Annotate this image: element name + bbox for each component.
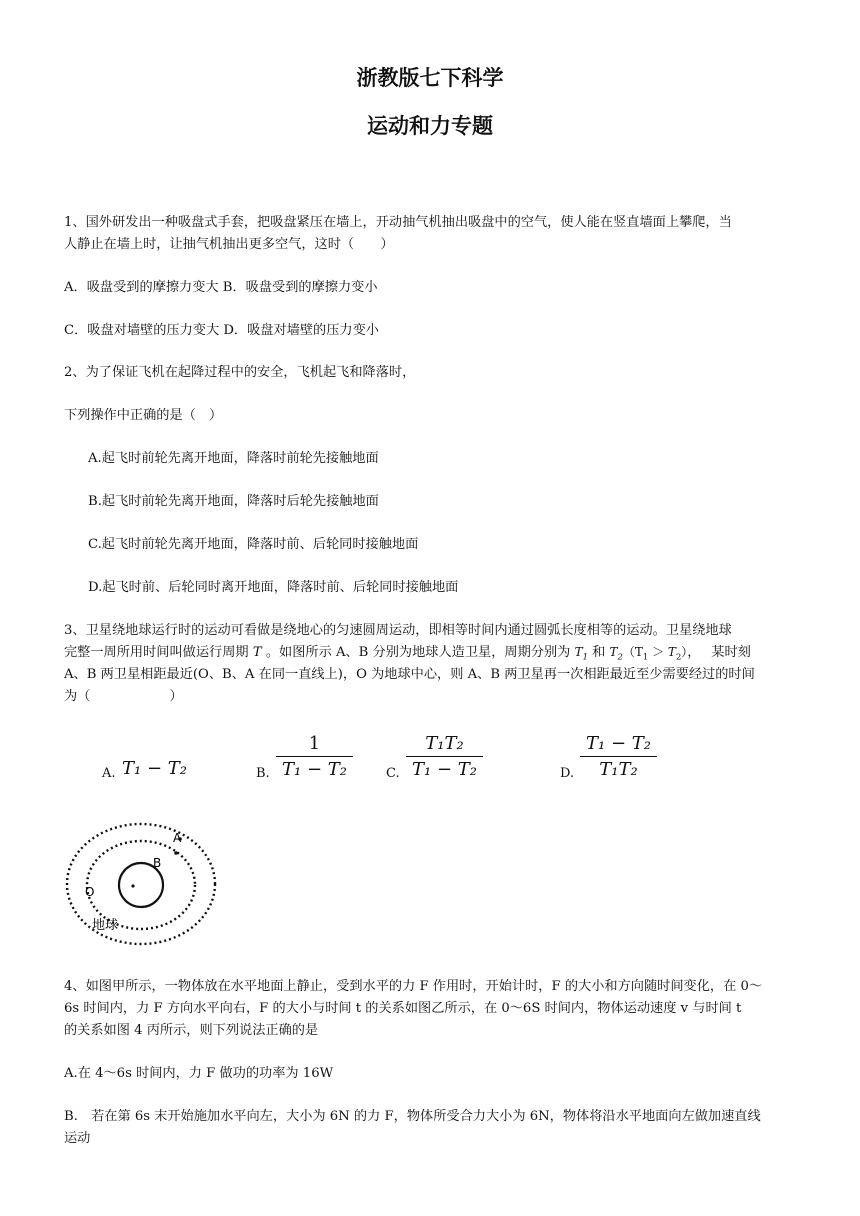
q3-t2: T: [609, 645, 618, 659]
q2-option-c: C.起飞时前轮先离开地面，降落时前、后轮同时接触地面: [88, 537, 419, 552]
q3-option-b-numerator: 1: [308, 733, 321, 754]
satellite-b-label: B: [153, 856, 162, 870]
q3-option-a-label: A.: [102, 766, 116, 781]
q3-option-d-denominator: T₁T₂: [599, 759, 638, 780]
earth-label: 地球: [92, 918, 119, 933]
q3-t1-sub: 1: [582, 651, 588, 662]
q3-option-c-denominator: T₁ − T₂: [412, 759, 477, 780]
q3-option-d-label: D.: [560, 766, 575, 781]
q3-line2: [64, 641, 751, 661]
page-title: 浙教版七下科学: [356, 66, 504, 90]
q2-option-d: D.起飞时前、后轮同时离开地面，降落时前、后轮同时接触地面: [88, 580, 459, 595]
q2-line2: 下列操作中正确的是（ ）: [64, 408, 223, 423]
q3-cond-close: ）: [681, 645, 688, 659]
q2-line1: 2、为了保证飞机在起降过程中的安全，飞机起飞和降落时，: [64, 365, 416, 380]
q3-t1: T: [574, 645, 583, 659]
q3-option-b-label: B.: [256, 766, 270, 781]
orbit-diagram: [58, 814, 218, 952]
q4-option-b-line1: B. 若在第 6s 末开始施加水平向左，大小为 6N 的力 F，物体所受合力大小为 6N，物体将沿水平地面向左做加速直线: [64, 1109, 761, 1124]
q3-cond-t2: T: [667, 645, 676, 659]
q3-line2-a: 完整一周所用时间叫做运行周期: [64, 645, 249, 660]
q2-option-a: A.起飞时前轮先离开地面，降落时前轮先接触地面: [88, 451, 379, 466]
q4-line2: 6s 时间内，力 F 方向水平向右，F 的大小与时间 t 的关系如图乙所示，在 0～6S 时间内，物体运动速度 v 与时间 t: [64, 1001, 742, 1016]
page-subtitle: 运动和力专题: [367, 114, 493, 138]
earth-center-label: O: [85, 885, 95, 899]
q3-option-c-fraction: [406, 733, 483, 780]
q3-cond-sub2: 2: [675, 651, 682, 662]
q1-line1: 1、国外研发出一种吸盘式手套，把吸盘紧压在墙上，开动抽气机抽出吸盘中的空气，使人能在竖直墙面上攀爬，当: [64, 215, 732, 230]
q1-option-cd: C．吸盘对墙壁的压力变大 D．吸盘对墙壁的压力变小: [64, 323, 379, 338]
q3-line2-b: 。如图所示 A、B 分别为地球人造卫星，周期分别为: [265, 645, 571, 660]
q4-line3: 的关系如图 4 丙所示，则下列说法正确的是: [64, 1023, 319, 1038]
q4-line1: 4、如图甲所示，一物体放在水平地面上静止，受到水平的力 F 作用时，开始计时，F 的大小和方向随时间变化，在 0～: [64, 979, 763, 994]
earth-center-dot: [131, 884, 134, 887]
q3-condition: [622, 645, 688, 662]
q4-option-a: A.在 4～6s 时间内，力 F 做功的功率为 16W: [64, 1066, 334, 1081]
q3-line4: 为（ ）: [64, 689, 183, 704]
inner-orbit-b: [87, 841, 195, 929]
q3-t2-sub: 2: [617, 651, 623, 662]
q2-option-b: B.起飞时前轮先离开地面，降落时后轮先接触地面: [88, 494, 379, 509]
satellite-b-dot: [174, 851, 178, 855]
q3-option-b-fraction: [276, 733, 353, 780]
q4-option-b-line2: 运动: [64, 1131, 91, 1146]
satellite-a-label: A: [173, 831, 182, 845]
q3-option-c-numerator: T₁T₂: [425, 733, 464, 754]
q3-option-b-denominator: T₁ − T₂: [282, 759, 347, 780]
q3-option-a-expr: T₁ − T₂: [122, 758, 187, 779]
q3-line2-c: 和: [592, 645, 606, 660]
q3-line3: A、B 两卫星相距最近(O、B、A 在同一直线上)，O 为地球中心，则 A、B 两卫星再一次相距最近至少需要经过的时间: [64, 667, 755, 682]
q1-line2: 人静止在墙上时，让抽气机抽出更多空气，这时（ ）: [64, 237, 394, 252]
q3-line2-d: ， 某时刻: [687, 645, 751, 660]
q1-option-ab: A．吸盘受到的摩擦力变大 B．吸盘受到的摩擦力变小: [64, 280, 378, 295]
q3-option-d-fraction: [580, 733, 657, 780]
q3-option-d-numerator: T₁ − T₂: [586, 733, 651, 754]
q3-line1: 3、卫星绕地球运行时的运动可看做是绕地心的匀速圆周运动，即相等时间内通过圆弧长度相等的运动。卫星绕地球: [64, 623, 732, 638]
q3-period-symbol: T: [252, 645, 262, 660]
q3-cond-sub1: 1: [642, 651, 649, 662]
q3-option-c-label: C.: [386, 766, 400, 781]
q3-cond-open: （T: [622, 645, 643, 659]
q3-cond-gt: ＞: [652, 645, 665, 659]
